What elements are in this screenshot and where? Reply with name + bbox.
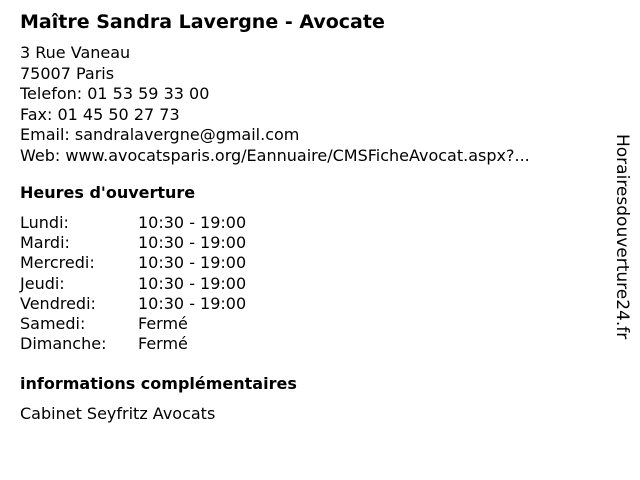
phone-line: Telefon: 01 53 59 33 00 [20,84,210,103]
hours-row-tuesday [20,233,246,253]
day-label: Vendredi: [20,293,96,313]
address-city: 75007 Paris [20,63,115,83]
fax-line: Fax: 01 45 50 27 73 [20,104,180,124]
day-label: Samedi: [20,313,86,333]
day-hours: Fermé [138,313,188,333]
day-label: Dimanche: [20,334,107,354]
hours-table [20,213,246,354]
day-hours: 10:30 - 19:00 [138,273,247,293]
hours-row-wednesday [20,253,246,273]
day-hours: Fermé [138,334,188,354]
email-line: Email: sandralavergne@gmail.com [20,125,300,144]
info-text: Cabinet Seyfritz Avocats [20,404,216,423]
day-label: Mercredi: [20,253,95,273]
hours-row-saturday [20,314,246,334]
day-label: Lundi: [20,213,69,232]
day-label: Jeudi: [20,273,65,293]
day-hours: 10:30 - 19:00 [138,213,247,232]
day-hours: 10:30 - 19:00 [138,233,247,253]
hours-row-sunday [20,334,246,354]
hours-row-thursday [20,274,246,294]
hours-row-monday [20,213,246,233]
contact-block [20,43,530,166]
day-hours: 10:30 - 19:00 [138,253,247,273]
hours-row-friday [20,294,246,314]
site-watermark: Horairesdouverture24.fr [612,134,632,340]
info-heading: informations complémentaires [20,374,297,393]
address-street: 3 Rue Vaneau [20,43,131,62]
web-line: Web: www.avocatsparis.org/Eannuaire/CMSFicheAvocat.aspx?... [20,145,530,165]
day-label: Mardi: [20,233,70,253]
page-title: Maître Sandra Lavergne - Avocate [20,11,385,33]
day-hours: 10:30 - 19:00 [138,293,247,313]
hours-heading: Heures d'ouverture [20,183,196,202]
